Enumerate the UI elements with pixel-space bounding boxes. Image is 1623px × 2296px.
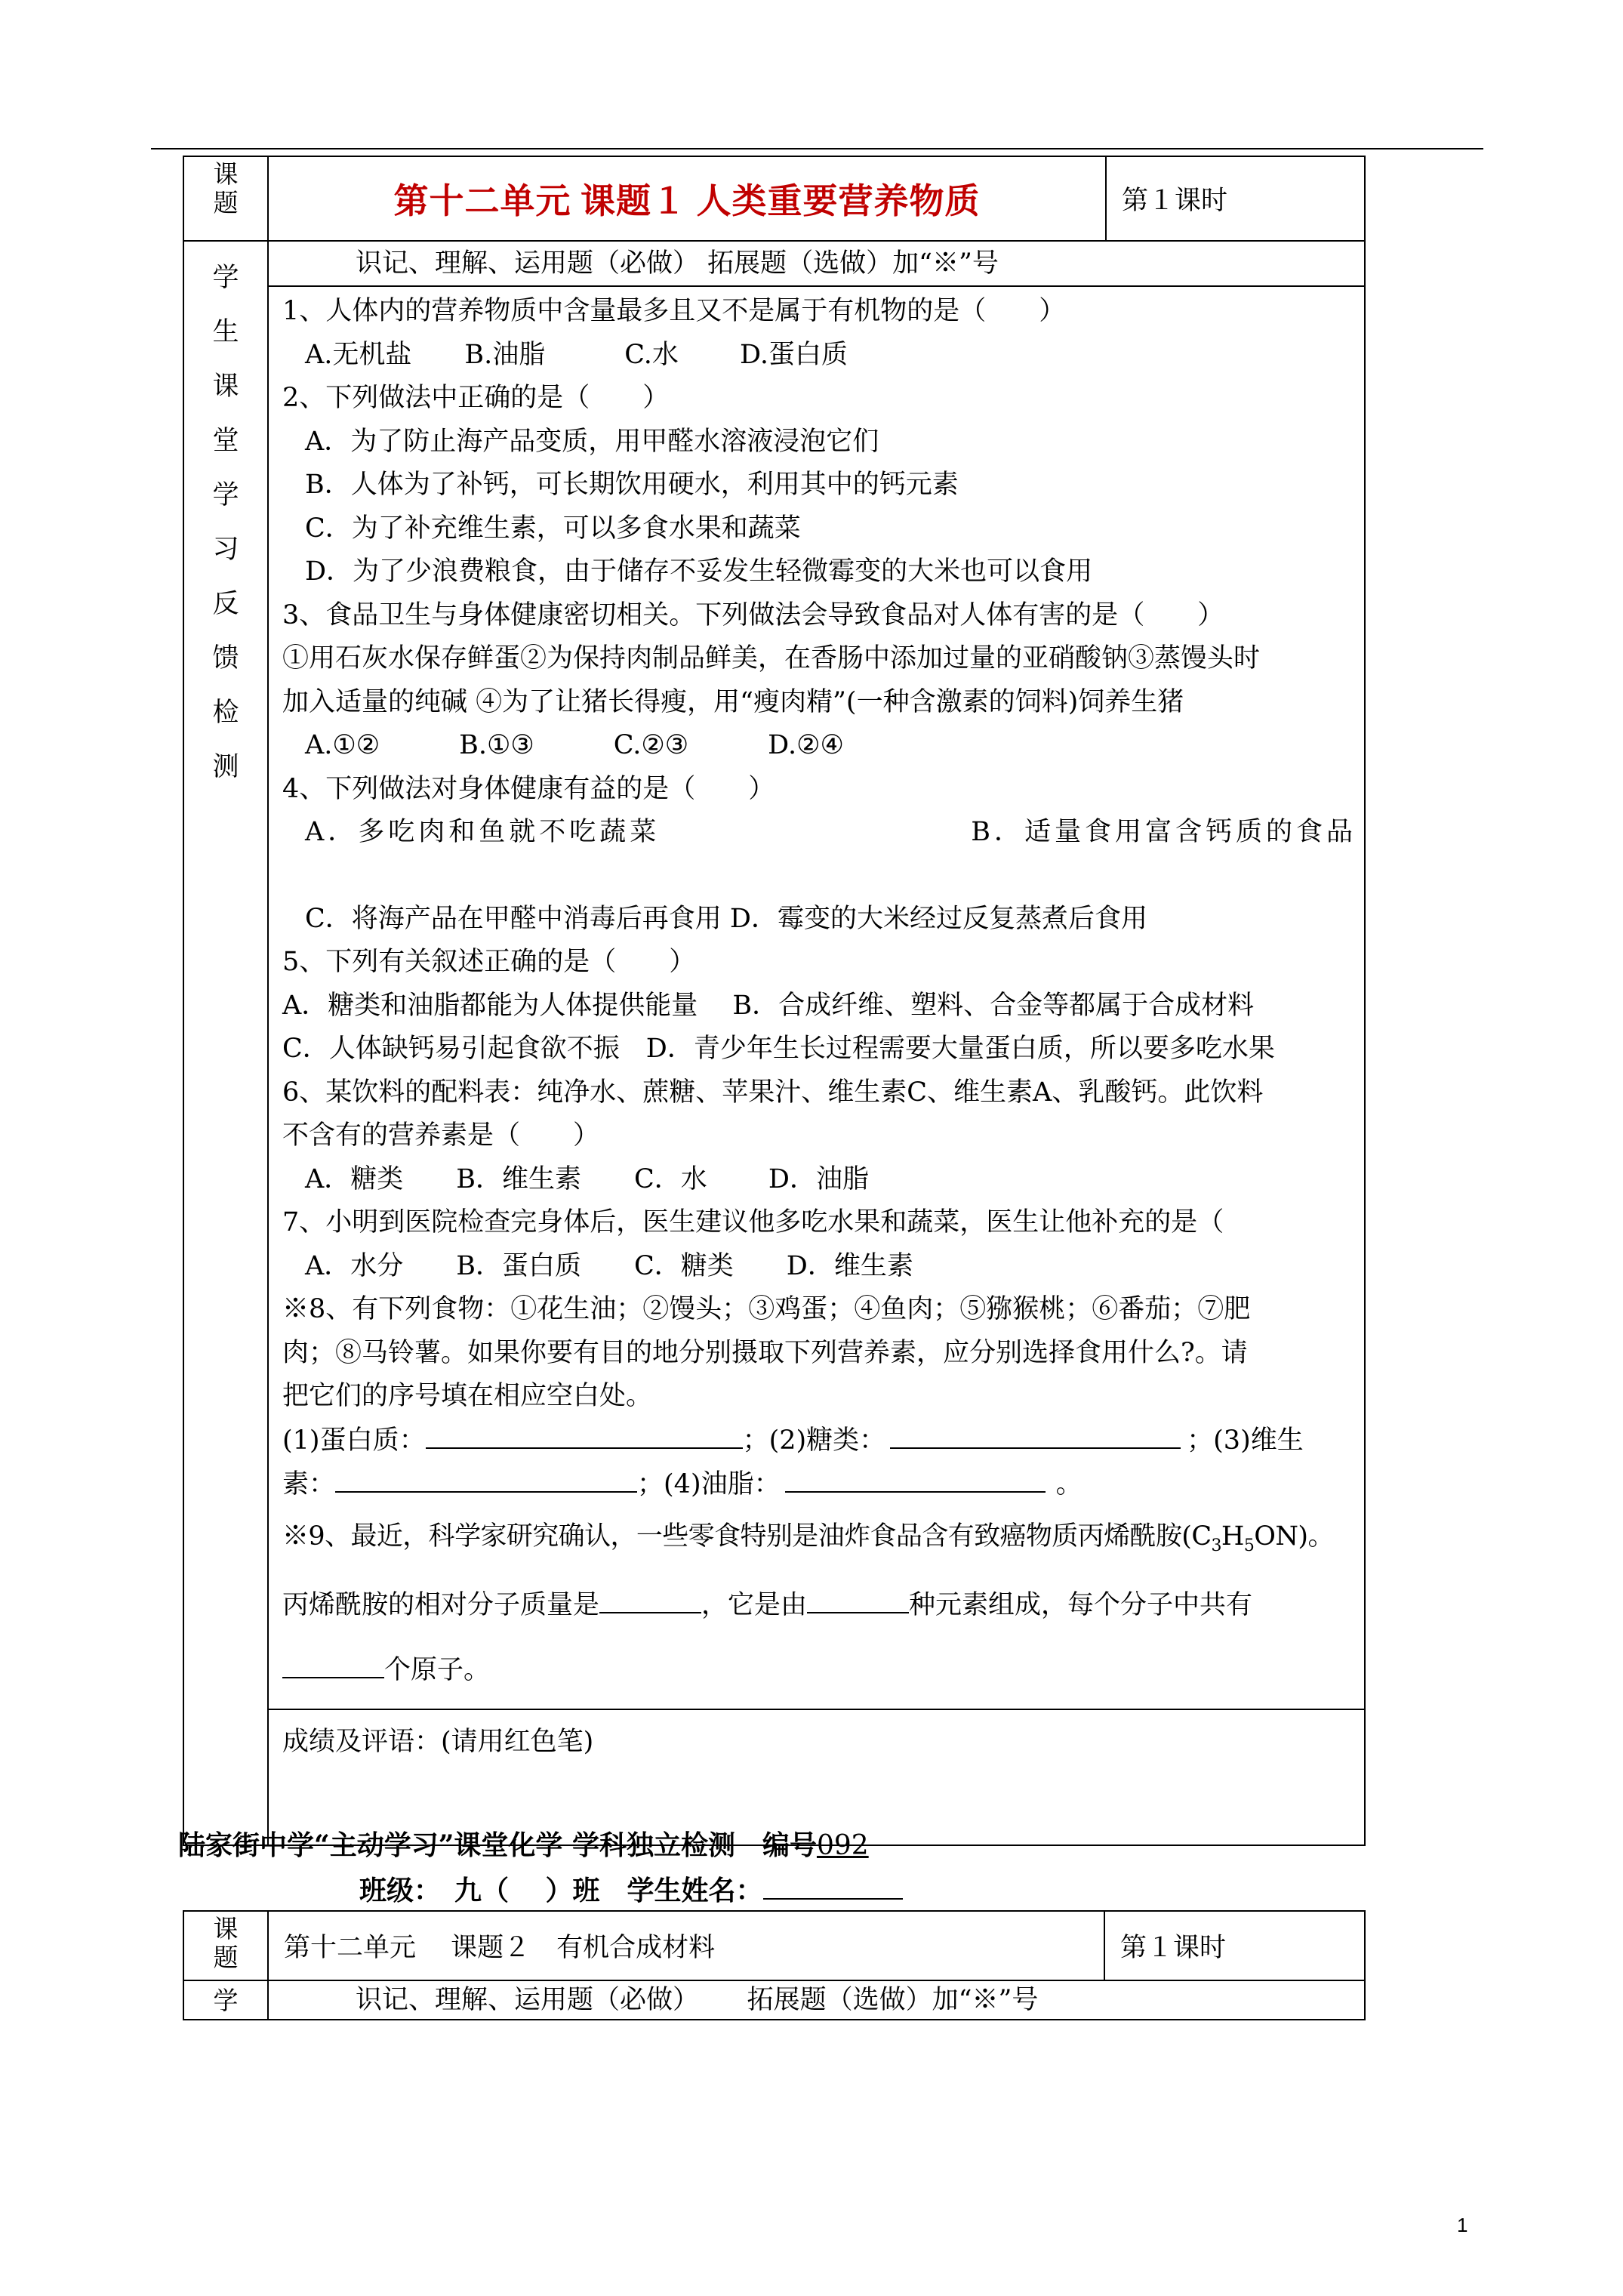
school-title: 陆家街中学“主动学习”课堂化学 学科独立检测 编号 — [178, 1829, 817, 1861]
question-7: 7、小明到医院检查完身体后，医生建议他多吃水果和蔬菜，医生让他补充的是（ — [282, 1207, 1224, 1237]
question-2-option-d: D．为了少浪费粮食，由于储存不妥发生轻微霉变的大米也可以食用 — [305, 556, 1093, 587]
question-6-line-2: 不含有的营养素是（ ） — [282, 1120, 600, 1151]
question-1-options: A.无机盐 B.油脂 C.水 D.蛋白质 — [305, 339, 848, 370]
question-2-option-b: B．人体为了补钙，可长期饮用硬水，利用其中的钙元素 — [305, 470, 959, 500]
question-5: 5、下列有关叙述正确的是（ ） — [282, 947, 696, 977]
side-char: 学 — [212, 480, 239, 510]
instruction-header-2: 识记、理解、运用题（必做） 拓展题（选做）加“※”号 — [268, 1980, 1365, 2020]
q9-made-of: ，它是由 — [701, 1589, 808, 1620]
worksheet-table-1 — [183, 156, 1366, 1846]
question-9-line-2 — [282, 1573, 1357, 1638]
question-3: 3、食品卫生与身体健康密切相关。下列做法会导致食品对人体有害的是（ ） — [282, 599, 1224, 630]
topic-label-2: 课题 — [213, 1914, 239, 1972]
formula-h: H — [1221, 1521, 1244, 1552]
question-3-line-1: ①用石灰水保存鲜蛋②为保持肉制品鲜美，在香肠中添加过量的亚硝酸钠③蒸馒头时 — [282, 643, 1261, 673]
class-line — [359, 1869, 903, 1908]
question-3-line-2: 加入适量的纯碱 ④为了让猪长得瘦，用“瘦肉精”(一种含激素的饲料)饲养生猪 — [282, 686, 1184, 717]
question-5-options-ab: A．糖类和油脂都能为人体提供能量 B．合成纤维、塑料、合金等都属于合成材料 — [282, 990, 1255, 1021]
header-rule — [151, 148, 1483, 149]
question-6-line-1: 6、某饮料的配料表：纯净水、蔗糖、苹果汁、维生素C、维生素A、乳酸钙。此饮料 — [282, 1077, 1264, 1108]
fill-period: 。 — [1055, 1469, 1083, 1499]
side-char-2: 学 — [183, 1980, 268, 2020]
question-9-line-1 — [282, 1510, 1357, 1573]
worksheet-table-2 — [183, 1910, 1366, 2020]
question-6-options: A．糖类 B．维生素 C．水 D．油脂 — [305, 1163, 869, 1194]
q9-atoms-label: 个原子。 — [384, 1654, 491, 1685]
lesson-period-2: 第１课时 — [1104, 1911, 1365, 1980]
question-9-text: ※9、最近，科学家研究确认，一些零食特别是油炸食品含有致癌物质丙烯酰胺(C — [282, 1521, 1212, 1552]
instruction-header: 识记、理解、运用题（必做） 拓展题（选做）加“※”号 — [268, 241, 1365, 286]
side-char: 馈 — [212, 643, 239, 673]
q9-mass-label: 丙烯酰胺的相对分子质量是 — [282, 1589, 600, 1620]
blank-sugar[interactable] — [890, 1419, 1181, 1449]
question-8-line-3: 把它们的序号填在相应空白处。 — [282, 1381, 653, 1411]
question-4: 4、下列做法对身体健康有益的是（ ） — [282, 773, 775, 804]
blank-fat[interactable] — [785, 1462, 1046, 1493]
question-8-fill-line-1 — [282, 1419, 1357, 1463]
side-char: 检 — [212, 698, 239, 728]
blank-protein[interactable] — [426, 1419, 743, 1449]
side-char: 测 — [212, 752, 239, 782]
question-9-line-3 — [282, 1638, 1357, 1703]
question-5-options-cd: C．人体缺钙易引起食欲不振 D．青少年生长过程需要大量蛋白质，所以要多吃水果 — [282, 1034, 1275, 1064]
side-char: 生 — [212, 317, 239, 347]
question-8-fill-line-2 — [282, 1462, 1357, 1507]
questions-cell — [268, 286, 1365, 1709]
topic-label-cell — [183, 156, 268, 241]
fill-label-fat: ；(4)油脂： — [637, 1469, 781, 1499]
blank-mass[interactable] — [599, 1583, 701, 1613]
formula-sub-5: 5 — [1243, 1536, 1255, 1555]
lesson-title: 第十二单元 课题１ 人类重要营养物质 — [268, 156, 1106, 241]
blank-atoms[interactable] — [282, 1648, 384, 1678]
question-2-option-a: A．为了防止海产品变质，用甲醛水溶液浸泡它们 — [305, 426, 879, 457]
side-char: 反 — [212, 589, 239, 619]
side-char: 课 — [212, 371, 239, 402]
question-4-option-b: B．适量食用富含钙质的食品 — [971, 817, 1357, 847]
lesson-title-2: 第十二单元 课题２ 有机合成材料 — [268, 1911, 1104, 1980]
blank-elements[interactable] — [807, 1583, 909, 1613]
formula-sub-3: 3 — [1211, 1536, 1221, 1555]
question-2: 2、下列做法中正确的是（ ） — [282, 383, 670, 413]
grade-comment-cell: 成绩及评语：(请用红色笔) — [268, 1709, 1365, 1845]
question-8-line-1: ※8、有下列食物：①花生油；②馒头；③鸡蛋；④鱼肉；⑤猕猴桃；⑥番茄；⑦肥 — [282, 1294, 1251, 1324]
question-7-options: A．水分 B．蛋白质 C．糖类 D．维生素 — [305, 1250, 913, 1281]
question-4-options-ab — [282, 811, 1357, 855]
serial-number: 092 — [816, 1830, 869, 1861]
school-line — [178, 1824, 907, 1863]
question-4-option-a: A．多吃肉和鱼就不吃蔬菜 — [305, 817, 661, 847]
class-name-label: 班级： 九（ ）班 学生姓名： — [359, 1875, 763, 1906]
blank-vitamin[interactable] — [335, 1462, 637, 1493]
page-number: 1 — [1457, 2214, 1468, 2236]
side-char: 学 — [212, 263, 239, 293]
fill-label-sugar: ；(2)糖类： — [742, 1425, 886, 1456]
fill-label-protein: (1)蛋白质： — [282, 1425, 426, 1456]
question-8-line-2: 肉；⑧马铃薯。如果你要有目的地分别摄取下列营养素，应分别选择食用什么?。请 — [282, 1337, 1248, 1368]
lesson-period: 第１课时 — [1106, 156, 1365, 241]
q9-elements-label: 种元素组成，每个分子中共有 — [909, 1589, 1253, 1620]
question-4-options-cd: C．将海产品在甲醛中消毒后再食用 D．霉变的大米经过反复蒸煮后食用 — [305, 903, 1147, 934]
side-char: 堂 — [212, 426, 239, 456]
blank-student-name[interactable] — [763, 1869, 903, 1900]
question-2-option-c: C．为了补充维生素，可以多食水果和蔬菜 — [305, 513, 801, 544]
side-char: 习 — [212, 535, 239, 565]
topic-label-cell-2 — [183, 1911, 268, 1980]
question-1: 1、人体内的营养物质中含量最多且又不是属于有机物的是（ ） — [282, 296, 1066, 326]
fill-label-vitamin-cont: 素： — [282, 1469, 336, 1499]
fill-label-vitamin: ；(3)维生 — [1187, 1425, 1304, 1456]
question-3-options: A.①② B.①③ C.②③ D.②④ — [305, 730, 844, 760]
side-label-column — [183, 241, 268, 1845]
topic-label: 课题 — [213, 159, 239, 217]
formula-tail: ON)。 — [1254, 1521, 1334, 1552]
